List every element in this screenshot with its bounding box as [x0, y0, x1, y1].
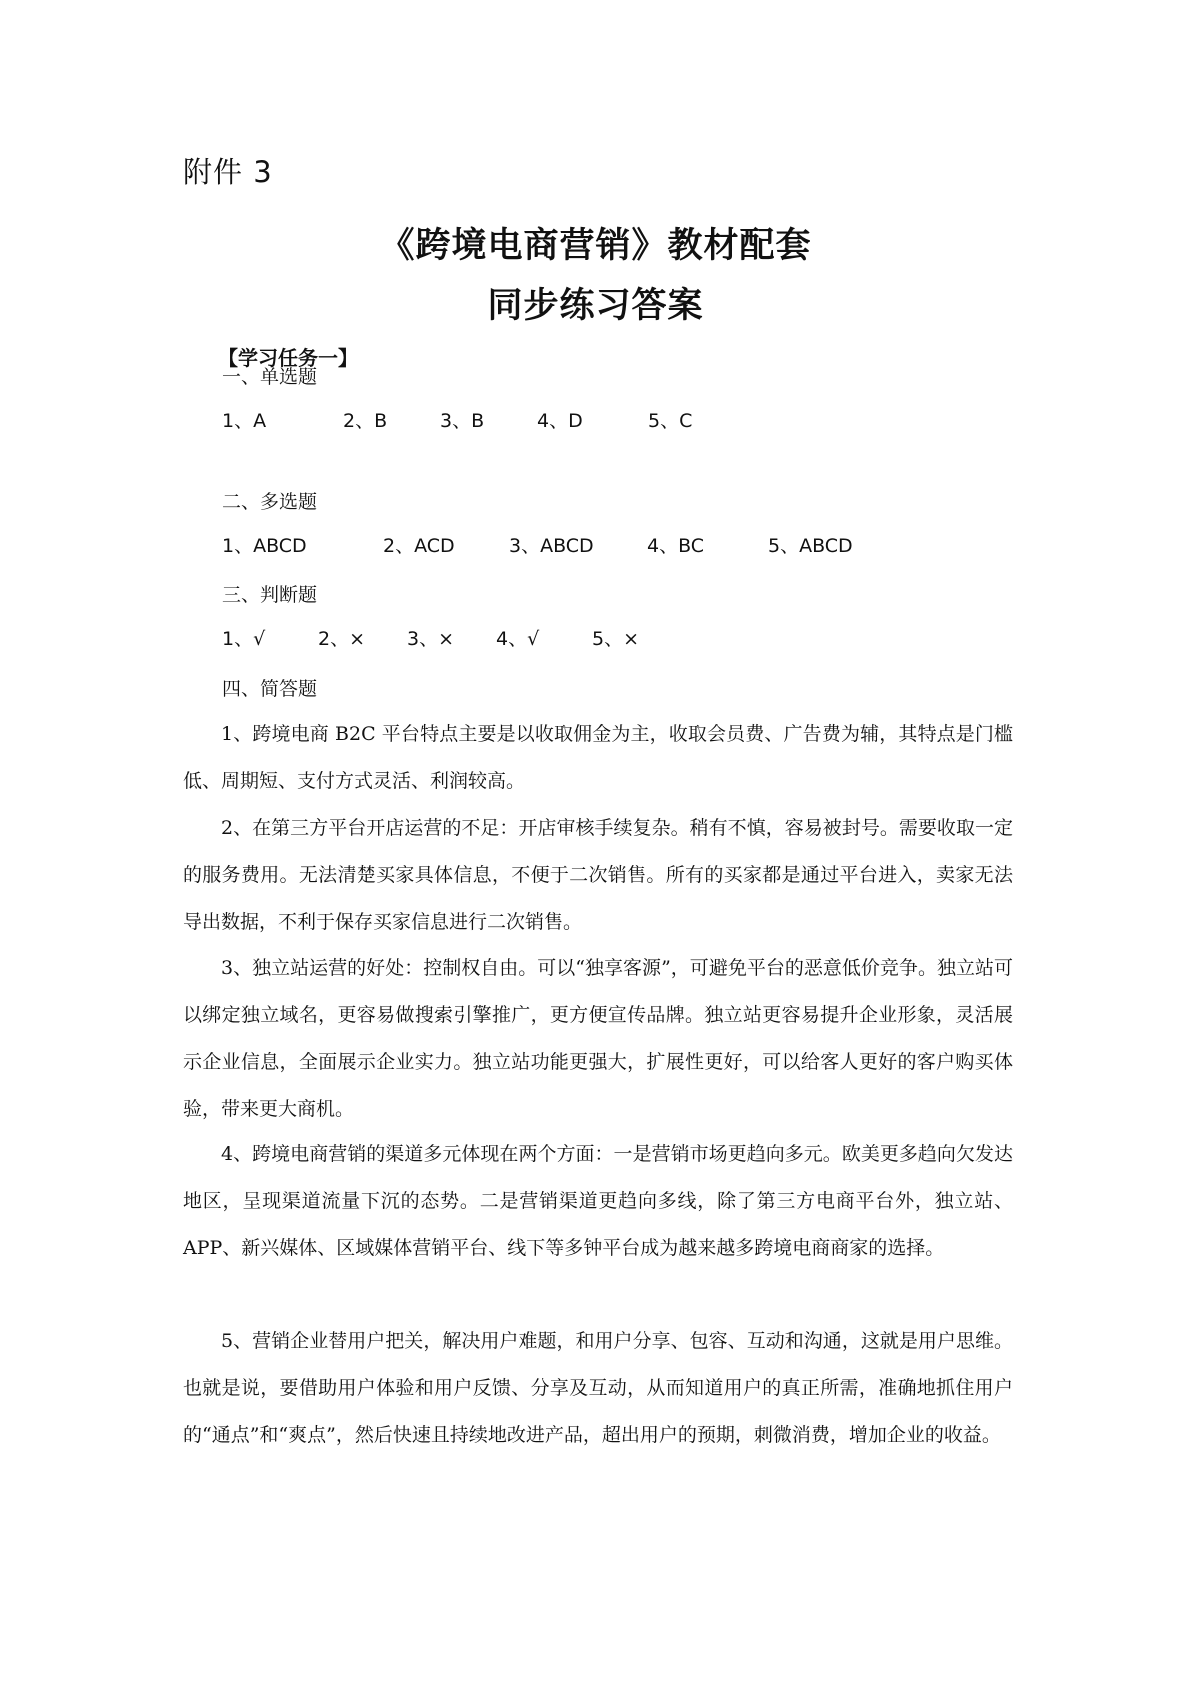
- short-answer-paragraph: 1、跨境电商 B2C 平台特点主要是以收取佣金为主，收取会员费、广告费为辅，其特点是门槛低、周期短、支付方式灵活、利润较高。: [183, 723, 1013, 792]
- answer-item: 3、B: [440, 410, 485, 432]
- section-heading-single-choice: 一、单选题: [222, 366, 318, 388]
- answer-item: 1、√: [222, 628, 266, 650]
- answer-item: 3、×: [407, 628, 455, 650]
- answer-item: 2、×: [318, 628, 366, 650]
- short-answer-paragraph: 3、独立站运营的好处：控制权自由。可以“独享客源”，可避免平台的恶意低价竞争。独立站可以绑定独立域名，更容易做搜索引擎推广，更方便宣传品牌。独立站更容易提升企业形象，灵活展示企业信息，全面展示企业实力。独立站功能更强大，扩展性更好，可以给客人更好的客户购买体验，带来更大商机。: [183, 957, 1013, 1120]
- answer-item: 5、C: [648, 410, 693, 432]
- short-answer-paragraph: 2、在第三方平台开店运营的不足：开店审核手续复杂。稍有不慎，容易被封号。需要收取一定的服务费用。无法清楚买家具体信息，不便于二次销售。所有的买家都是通过平台进入，卖家无法导出数据，不利于保存买家信息进行二次销售。: [183, 817, 1013, 933]
- document-title: 《跨境电商营销》教材配套: [379, 226, 812, 266]
- answer-item: 4、D: [537, 410, 583, 432]
- answer-item: 4、√: [496, 628, 540, 650]
- answer-item: 2、B: [343, 410, 388, 432]
- answer-item: 5、ABCD: [768, 535, 853, 557]
- answer-item: 1、ABCD: [222, 535, 307, 557]
- answer-item: 3、ABCD: [509, 535, 594, 557]
- answer-item: 5、×: [592, 628, 640, 650]
- short-answer-paragraph: 5、营销企业替用户把关，解决用户难题，和用户分享、包容、互动和沟通，这就是用户思维。也就是说，要借助用户体验和用户反馈、分享及互动，从而知道用户的真正所需，准确地抓住用户的“通点”和“爽点”，然后快速且持续地改进产品，超出用户的预期，刺微消费，增加企业的收益。: [183, 1330, 1013, 1446]
- attachment-label: 附件 3: [183, 155, 273, 189]
- section-heading-true-false: 三、判断题: [222, 584, 318, 606]
- answer-item: 2、ACD: [383, 535, 455, 557]
- section-heading-short-answer: 四、简答题: [222, 678, 318, 700]
- document-subtitle: 同步练习答案: [487, 286, 704, 326]
- answer-item: 1、A: [222, 410, 267, 432]
- task-heading: 【学习任务一】: [218, 346, 358, 370]
- answer-item: 4、BC: [647, 535, 705, 557]
- short-answer-paragraph: 4、跨境电商营销的渠道多元体现在两个方面：一是营销市场更趋向多元。欧美更多趋向欠发达地区，呈现渠道流量下沉的态势。二是营销渠道更趋向多线，除了第三方电商平台外，独立站、APP、新兴媒体、区域媒体营销平台、线下等多钟平台成为越来越多跨境电商商家的选择。: [183, 1143, 1013, 1259]
- section-heading-multiple-choice: 二、多选题: [222, 491, 318, 513]
